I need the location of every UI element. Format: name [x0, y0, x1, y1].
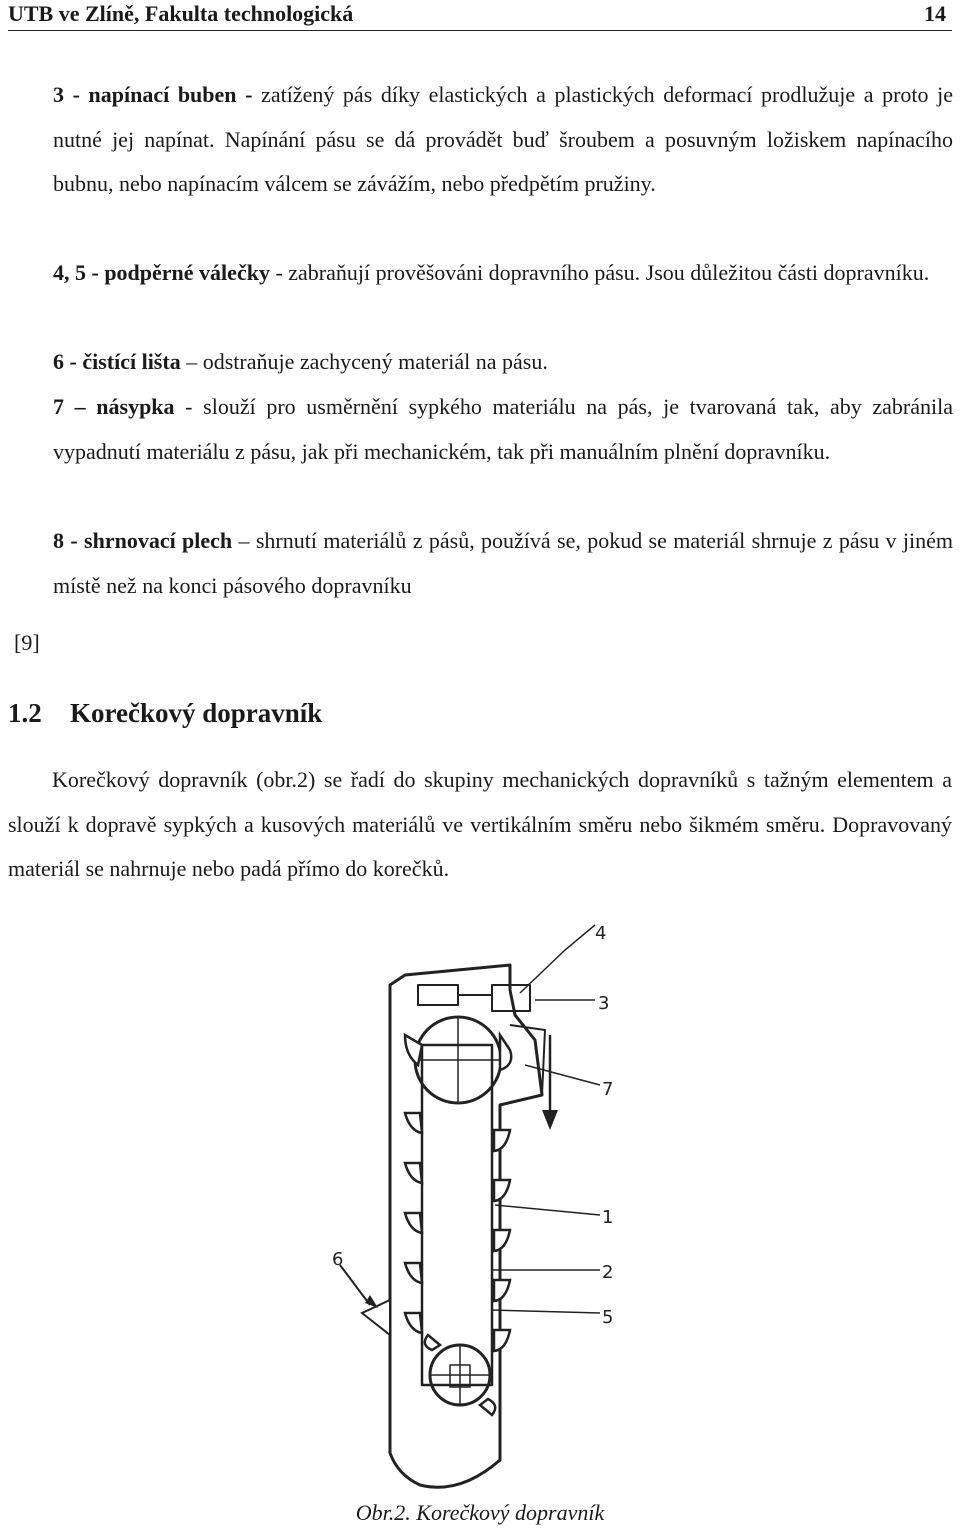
item-description: - zabraňují prověšováni dopravního pásu. Jsou důležitou části dopravníku. [269, 260, 930, 285]
item-shrnovaci-plech [53, 519, 953, 608]
item-description: – odstraňuje zachycený materiál na pásu. [180, 349, 548, 374]
reference-citation: [9] [14, 630, 40, 655]
figure-label: 2 [602, 1262, 614, 1283]
item-term: 3 - napínací buben - [53, 82, 253, 107]
figure-label: 5 [602, 1307, 614, 1328]
figure-label: 1 [602, 1207, 614, 1228]
bucket-elevator-drawing [310, 905, 670, 1500]
figure-label: 3 [598, 993, 610, 1014]
bucket-elevator-figure [310, 905, 670, 1500]
page-number: 14 [924, 1, 946, 26]
header-title: UTB ve Zlíně, Fakulta technologická [8, 1, 354, 26]
figure-label: 6 [332, 1249, 344, 1270]
item-napinaci-buben [53, 73, 953, 207]
drive-motor [418, 985, 458, 1005]
item-cistici-lista [53, 340, 953, 385]
section-heading [8, 698, 322, 729]
body-text: Korečkový dopravník (obr.2) se řadí do skupiny mechanických dopravníků s tažným elementem a slouží k dopravě sypkých a kusových materiálů ve vertikálním směru nebo šikmém směru. Dopravovaný materiál se nahrnuje nebo padá přímo do korečků. [8, 767, 952, 881]
figure-label: 7 [602, 1079, 614, 1100]
discharge-arrow [542, 1110, 558, 1130]
item-term: 7 – násypka [53, 394, 175, 419]
item-term: 4, 5 - podpěrné válečky [53, 260, 270, 285]
item-description: zatížený pás díky elastických a plastických deformací prodlužuje a proto je nutné jej napínat. Napínání pásu se dá provádět buď šroubem a posuvným ložiskem napínacího bubnu, nebo napínacím válcem se závážím, nebo předpětím pružiny. [53, 82, 953, 196]
item-description: – shrnutí materiálů z pásů, používá se, pokud se materiál shrnuje z pásu v jiném místě než na konci pásového dopravníku [53, 528, 953, 598]
section-number: 1.2 [8, 698, 42, 728]
item-term: 6 - čistící lišta [53, 349, 181, 374]
item-podperne-valecky [53, 251, 953, 296]
item-term: 8 - shrnovací plech [53, 528, 233, 553]
figure-caption: Obr.2. Korečkový dopravník [355, 1500, 605, 1525]
item-nasypka [53, 385, 953, 474]
item-description: - slouží pro usměrnění sypkého materiálu na pás, je tvarovaná tak, aby zabránila vypadnutí materiálu z pásu, jak při mechanickém, tak při manuálním plnění dopravníku. [53, 394, 953, 464]
page-header [8, 0, 952, 31]
section-title: Korečkový dopravník [70, 698, 323, 728]
section-body-paragraph [8, 758, 952, 892]
figure-label: 4 [595, 923, 607, 944]
